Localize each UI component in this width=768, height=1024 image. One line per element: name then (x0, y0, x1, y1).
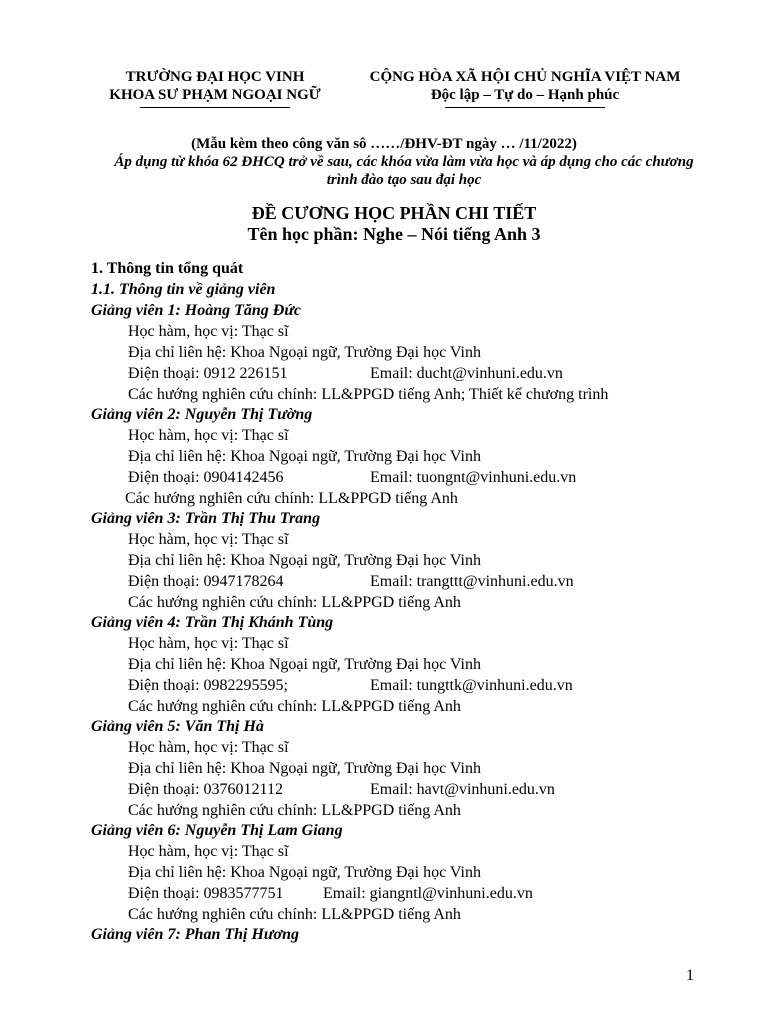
lecturer-phone: Điện thoại: 0904142456 (128, 469, 284, 486)
lecturer-research: Các hướng nghiên cứu chính: LL&PPGD tiếng Anh (128, 906, 461, 923)
lecturer-degree: Học hàm, học vị: Thạc sĩ (128, 843, 289, 860)
lecturer-name: Giảng viên 4: Trần Thị Khánh Tùng (91, 614, 334, 631)
lecturer-phone: Điện thoại: 0983577751 (128, 885, 284, 902)
lecturer-phone: Điện thoại: 0376012112 (128, 781, 283, 798)
lecturer-address: Địa chỉ liên hệ: Khoa Ngoại ngữ, Trường Đại học Vinh (128, 760, 481, 777)
page-number: 1 (686, 967, 694, 984)
lecturer-name: Giảng viên 1: Hoàng Tăng Đức (91, 302, 302, 319)
lecturer-address: Địa chỉ liên hệ: Khoa Ngoại ngữ, Trường Đại học Vinh (128, 344, 481, 361)
lecturer-address: Địa chỉ liên hệ: Khoa Ngoại ngữ, Trường Đại học Vinh (128, 552, 481, 569)
lecturer-name: Giảng viên 7: Phan Thị Hương (91, 926, 299, 943)
applicability-note-line2: trình đào tạo sau đại học (326, 172, 482, 188)
lecturer-email: Email: ducht@vinhuni.edu.vn (370, 365, 563, 382)
template-note: (Mẫu kèm theo công văn sô ……/ĐHV-ĐT ngày … /11/2022) (191, 136, 577, 152)
lecturer-email: Email: tungttk@vinhuni.edu.vn (370, 677, 573, 694)
lecturer-research: Các hướng nghiên cứu chính: LL&PPGD tiếng Anh (128, 802, 461, 819)
republic-name: CỘNG HÒA XÃ HỘI CHỦ NGHĨA VIỆT NAM (369, 69, 681, 85)
faculty-name: KHOA SƯ PHẠM NGOẠI NGỮ (109, 87, 321, 103)
left-header-rule (140, 107, 290, 108)
lecturer-degree: Học hàm, học vị: Thạc sĩ (128, 427, 289, 444)
national-motto: Độc lập – Tự do – Hạnh phúc (430, 87, 620, 103)
lecturer-name: Giảng viên 6: Nguyễn Thị Lam Giang (91, 822, 343, 839)
lecturer-research: Các hướng nghiên cứu chính: LL&PPGD tiếng Anh (128, 594, 461, 611)
lecturer-address: Địa chỉ liên hệ: Khoa Ngoại ngữ, Trường Đại học Vinh (128, 656, 481, 673)
right-header-rule (445, 107, 605, 108)
lecturer-degree: Học hàm, học vị: Thạc sĩ (128, 531, 289, 548)
subsection-heading: 1.1. Thông tin về giảng viên (91, 281, 276, 298)
lecturer-research: Các hướng nghiên cứu chính: LL&PPGD tiếng Anh (125, 490, 458, 507)
lecturer-research: Các hướng nghiên cứu chính: LL&PPGD tiếng Anh; Thiết kế chương trình (128, 386, 609, 403)
section-heading: 1. Thông tin tổng quát (91, 260, 244, 277)
lecturer-name: Giảng viên 5: Văn Thị Hà (91, 718, 264, 735)
lecturer-email: Email: tuongnt@vinhuni.edu.vn (370, 469, 577, 486)
course-name: Tên học phần: Nghe – Nói tiếng Anh 3 (247, 224, 541, 244)
lecturer-phone: Điện thoại: 0912 226151 (128, 365, 288, 382)
lecturer-email: Email: giangntl@vinhuni.edu.vn (323, 885, 533, 902)
lecturer-email: Email: trangttt@vinhuni.edu.vn (370, 573, 574, 590)
lecturer-address: Địa chỉ liên hệ: Khoa Ngoại ngữ, Trường Đại học Vinh (128, 448, 481, 465)
applicability-note-line1: Áp dụng từ khóa 62 ĐHCQ trở về sau, các khóa vừa làm vừa học và áp dụng cho các chương (114, 154, 694, 170)
lecturer-phone: Điện thoại: 0982295595; (128, 677, 288, 694)
lecturer-degree: Học hàm, học vị: Thạc sĩ (128, 323, 289, 340)
lecturer-name: Giảng viên 2: Nguyễn Thị Tường (91, 406, 313, 423)
document-title: ĐỀ CƯƠNG HỌC PHẦN CHI TIẾT (251, 203, 537, 223)
lecturer-degree: Học hàm, học vị: Thạc sĩ (128, 739, 289, 756)
lecturer-name: Giảng viên 3: Trần Thị Thu Trang (91, 510, 321, 527)
lecturer-address: Địa chỉ liên hệ: Khoa Ngoại ngữ, Trường Đại học Vinh (128, 864, 481, 881)
university-name: TRƯỜNG ĐẠI HỌC VINH (125, 69, 305, 85)
lecturer-degree: Học hàm, học vị: Thạc sĩ (128, 635, 289, 652)
lecturer-phone: Điện thoại: 0947178264 (128, 573, 284, 590)
lecturer-research: Các hướng nghiên cứu chính: LL&PPGD tiếng Anh (128, 698, 461, 715)
lecturer-email: Email: havt@vinhuni.edu.vn (370, 781, 555, 798)
